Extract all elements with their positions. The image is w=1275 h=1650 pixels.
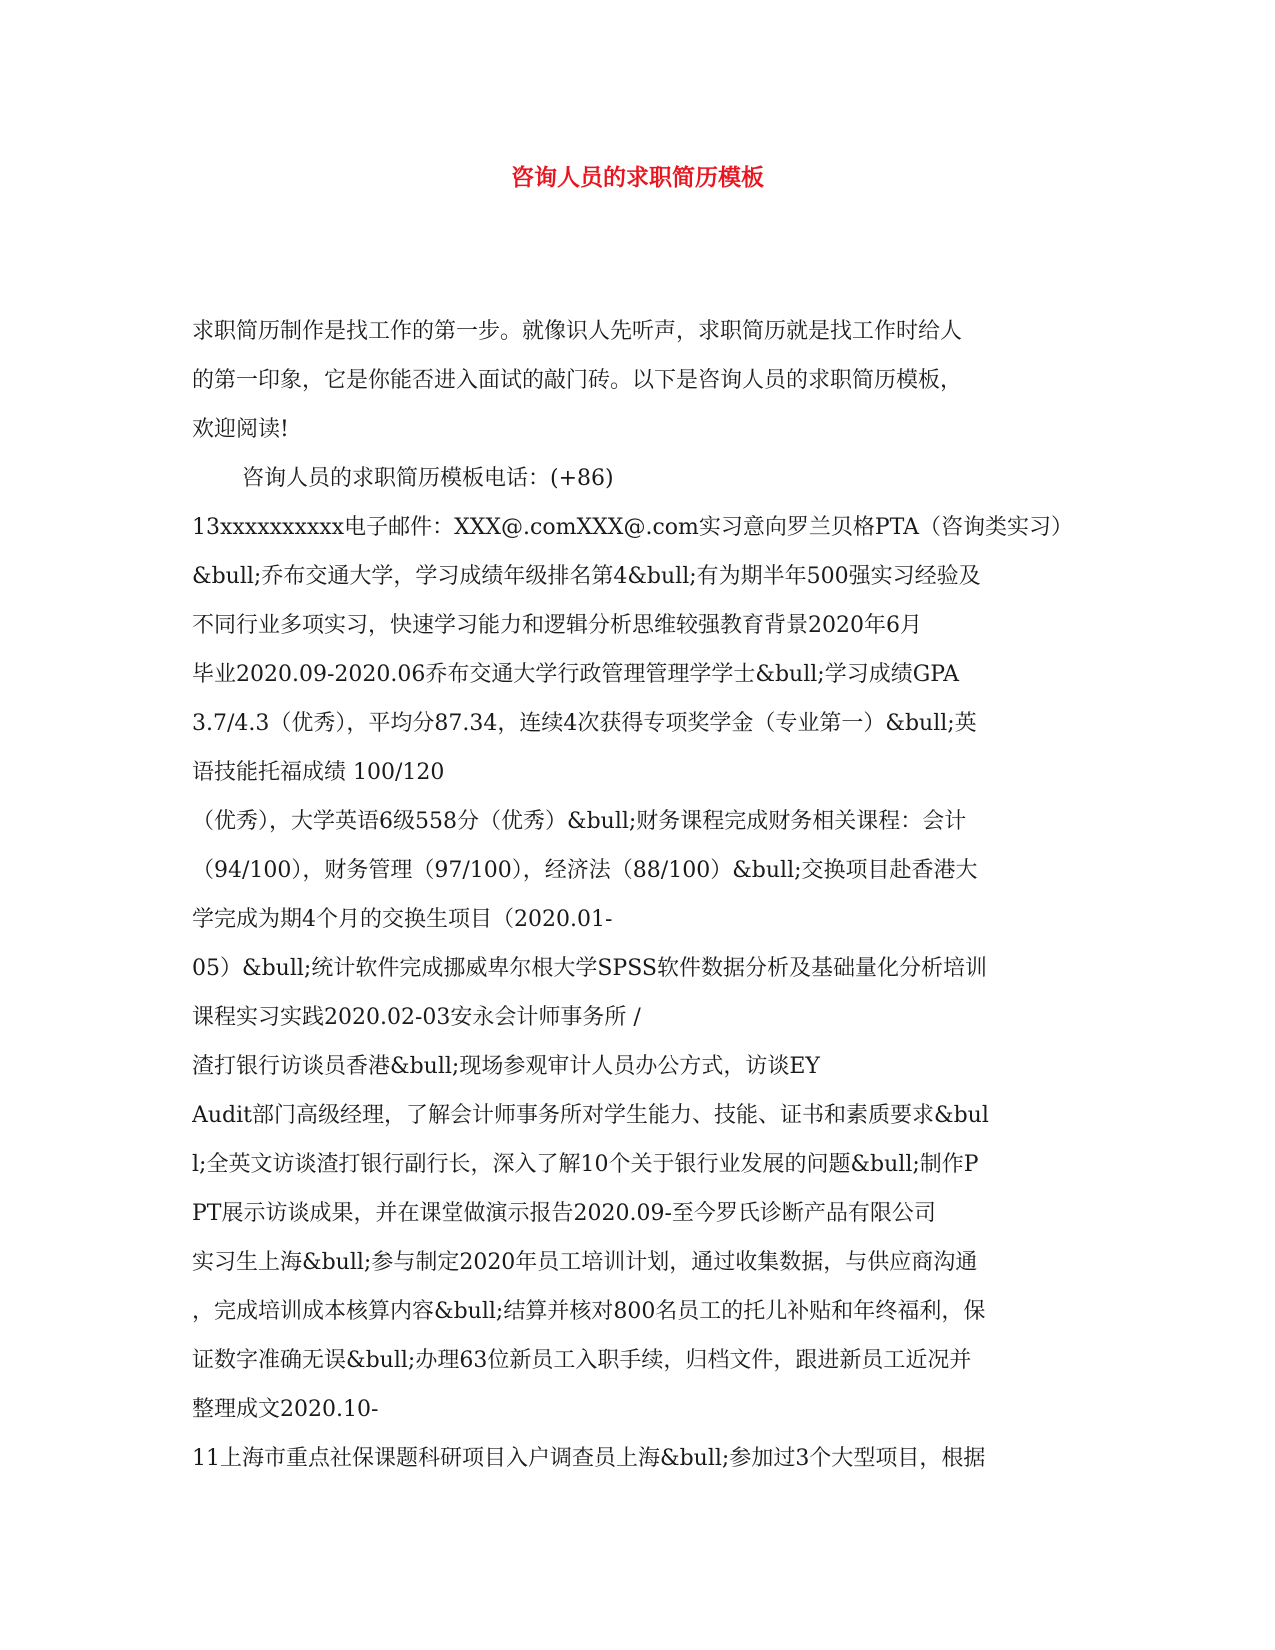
- body-line: l;全英文访谈渣打银行副行长，深入了解10个关于银行业发展的问题&bull;制作P: [192, 1152, 979, 1177]
- body-line: 学完成为期4个月的交换生项目（2020.01-: [192, 907, 613, 932]
- body-line: 毕业2020.09-2020.06乔布交通大学行政管理管理学学士&bull;学习成绩GPA: [192, 662, 959, 687]
- document-title: 咨询人员的求职简历模板: [511, 164, 764, 191]
- body-line: 13xxxxxxxxxx电子邮件：XXX@.comXXX@.com实习意向罗兰贝格PTA（咨询类实习）: [192, 515, 1074, 540]
- body-line: 课程实习实践2020.02-03安永会计师事务所 /: [192, 1005, 641, 1030]
- body-line: 的第一印象，它是你能否进入面试的敲门砖。以下是咨询人员的求职简历模板，: [192, 368, 963, 393]
- body-line: &bull;乔布交通大学，学习成绩年级排名第4&bull;有为期半年500强实习经验及: [192, 564, 981, 589]
- body-line: 不同行业多项实习，快速学习能力和逻辑分析思维较强教育背景2020年6月: [192, 613, 922, 638]
- body-line: 实习生上海&bull;参与制定2020年员工培训计划，通过收集数据，与供应商沟通: [192, 1250, 978, 1275]
- body-line: （优秀），大学英语6级558分（优秀）&bull;财务课程完成财务相关课程：会计: [192, 809, 967, 834]
- body-line: 05）&bull;统计软件完成挪威卑尔根大学SPSS软件数据分析及基础量化分析培训: [192, 956, 987, 981]
- body-line-indented: 咨询人员的求职简历模板电话：(+86): [242, 466, 614, 491]
- body-line: 3.7/4.3（优秀），平均分87.34，连续4次获得专项奖学金（专业第一）&bull;英: [192, 711, 977, 736]
- body-line: PT展示访谈成果，并在课堂做演示报告2020.09-至今罗氏诊断产品有限公司: [192, 1201, 936, 1226]
- body-line: 整理成文2020.10-: [192, 1397, 379, 1422]
- body-line: ，完成培训成本核算内容&bull;结算并核对800名员工的托儿补贴和年终福利，保: [192, 1299, 986, 1324]
- body-line: 11上海市重点社保课题科研项目入户调查员上海&bull;参加过3个大型项目，根据: [192, 1446, 986, 1471]
- body-line: （94/100），财务管理（97/100），经济法（88/100）&bull;交换项目赴香港大: [192, 858, 978, 883]
- document-body: [192, 307, 1082, 1483]
- body-line: 求职简历制作是找工作的第一步。就像识人先听声，求职简历就是找工作时给人: [192, 319, 963, 344]
- body-line: 证数字准确无误&bull;办理63位新员工入职手续，归档文件，跟进新员工近况并: [192, 1348, 972, 1373]
- body-line: 语技能托福成绩 100/120: [192, 760, 445, 785]
- body-line: Audit部门高级经理，了解会计师事务所对学生能力、技能、证书和素质要求&bul: [192, 1103, 989, 1128]
- body-line: 欢迎阅读!: [192, 417, 289, 442]
- body-line: 渣打银行访谈员香港&bull;现场参观审计人员办公方式，访谈EY: [192, 1054, 820, 1079]
